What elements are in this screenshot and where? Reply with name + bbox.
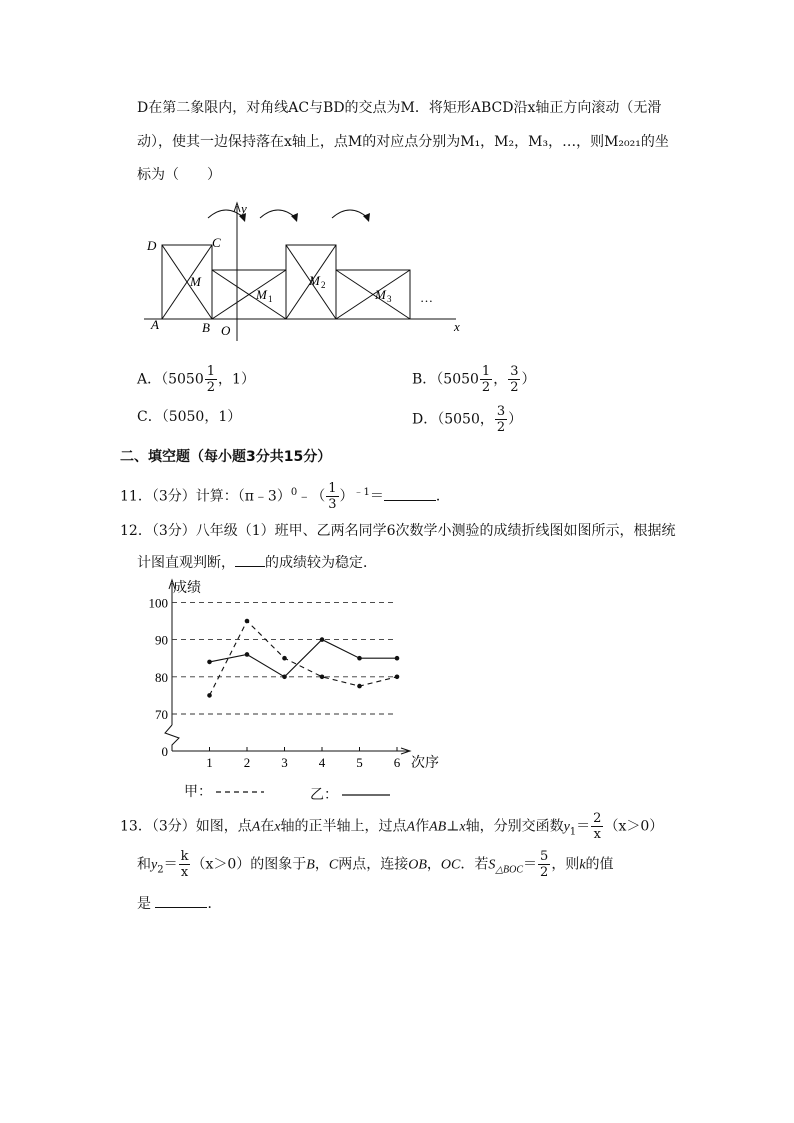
- option-c: C．（5050，1）: [137, 409, 242, 425]
- q10-line-1: D在第二象限内，对角线AC与BD的交点为M．将矩形ABCD沿x轴正方向滚动（无滑: [137, 100, 662, 116]
- label-dots: …: [420, 290, 433, 305]
- series-point-jia-1: [207, 693, 212, 698]
- label-B: B: [202, 320, 210, 335]
- label-A: A: [151, 317, 159, 332]
- label-O: O: [221, 323, 231, 338]
- label-C: C: [212, 235, 221, 250]
- option-d: D．（5050， $\frac{3}{2}$ ）: [412, 404, 523, 435]
- score-line-chart: [140, 575, 450, 805]
- x-tick-label-2: 2: [243, 755, 251, 770]
- series-point-jia-3: [282, 656, 287, 661]
- y-tick-label-0: 0: [161, 744, 168, 759]
- x-tick-label-4: 4: [318, 755, 326, 770]
- q10-line-2: 动），使其一边保持落在x轴上，点M的对应点分别为M₁，M₂，M₃，…，则M₂₀₂₁的坐: [137, 134, 669, 150]
- y-tick-label-70: 70: [155, 707, 168, 722]
- q10-line-3: 标为（ ）: [137, 167, 221, 183]
- series-point-jia-4: [320, 675, 325, 680]
- series-point-yi-1: [207, 660, 212, 665]
- option-b: B．（5050 $\frac{1}{2}$ ， $\frac{3}{2}$ ）: [412, 364, 536, 395]
- series-point-jia-6: [395, 675, 400, 680]
- q13-answer-blank[interactable]: [155, 893, 207, 908]
- label-M3: M: [375, 287, 386, 302]
- y-tick-label-100: 100: [148, 595, 168, 611]
- section-2-title: 二、填空题（每小题3分共15分）: [120, 449, 332, 465]
- label-x: x: [454, 319, 460, 334]
- series-point-yi-6: [395, 656, 400, 661]
- x-tick-label-5: 5: [356, 755, 363, 770]
- label-y: y: [241, 201, 247, 216]
- series-point-yi-2: [245, 652, 250, 657]
- label-M2-sub: 2: [321, 280, 326, 290]
- x-tick-label-6: 6: [393, 755, 401, 770]
- x-tick-label-3: 3: [281, 755, 288, 770]
- q13-line-2: 和$y_2=$ $\frac{k}{x}$ （x＞0）的图象于B，C两点，连接OB，OC．若$S_{\triangle BOC}=$ $\frac{5}{2}$ ，则k的值: [137, 849, 614, 880]
- x-axis-title: 次序: [411, 756, 439, 771]
- rolling-rectangle-figure: [138, 196, 478, 344]
- q13-line-1: 13．（3分）如图，点A在x轴的正半轴上，过点A作AB⊥x轴，分别交函数$y_1=$ $\frac{2}{x}$ （x＞0）: [120, 811, 664, 842]
- label-M: M: [190, 274, 201, 289]
- q12-line-2: 计图直观判断， 的成绩较为稳定．: [137, 552, 377, 573]
- series-point-jia-2: [245, 619, 250, 624]
- label-D: D: [147, 238, 157, 253]
- legend-yi: 乙：: [310, 787, 338, 803]
- y-tick-label-90: 90: [155, 632, 168, 648]
- series-line-yi: [210, 640, 398, 677]
- y-axis-title: 成绩: [173, 581, 201, 596]
- q13-line-3: 是 ．: [137, 893, 221, 914]
- label-M1-sub: 1: [268, 294, 273, 304]
- label-M1: M: [256, 287, 267, 302]
- option-a: A．（5050 $\frac{1}{2}$ ，1）: [137, 364, 255, 395]
- legend-jia: 甲：: [184, 784, 212, 800]
- label-M3-sub: 3: [387, 294, 392, 304]
- series-point-yi-4: [320, 637, 325, 642]
- q12-answer-blank[interactable]: [235, 552, 265, 567]
- label-M2: M: [309, 273, 320, 288]
- x-tick-label-1: 1: [206, 755, 213, 770]
- series-point-yi-3: [282, 675, 287, 680]
- series-point-yi-5: [357, 656, 362, 661]
- q11: 11．（3分）计算：（π﹣3）$^0$﹣（ $\frac{1}{3}$ ）$^{﹣1}$＝ ．: [120, 481, 450, 513]
- y-tick-label-80: 80: [155, 669, 168, 685]
- series-point-jia-5: [357, 684, 362, 689]
- q12-line-1: 12．（3分）八年级（1）班甲、乙两名同学6次数学小测验的成绩折线图如图所示，根据统: [120, 523, 676, 539]
- q11-answer-blank[interactable]: [384, 486, 436, 501]
